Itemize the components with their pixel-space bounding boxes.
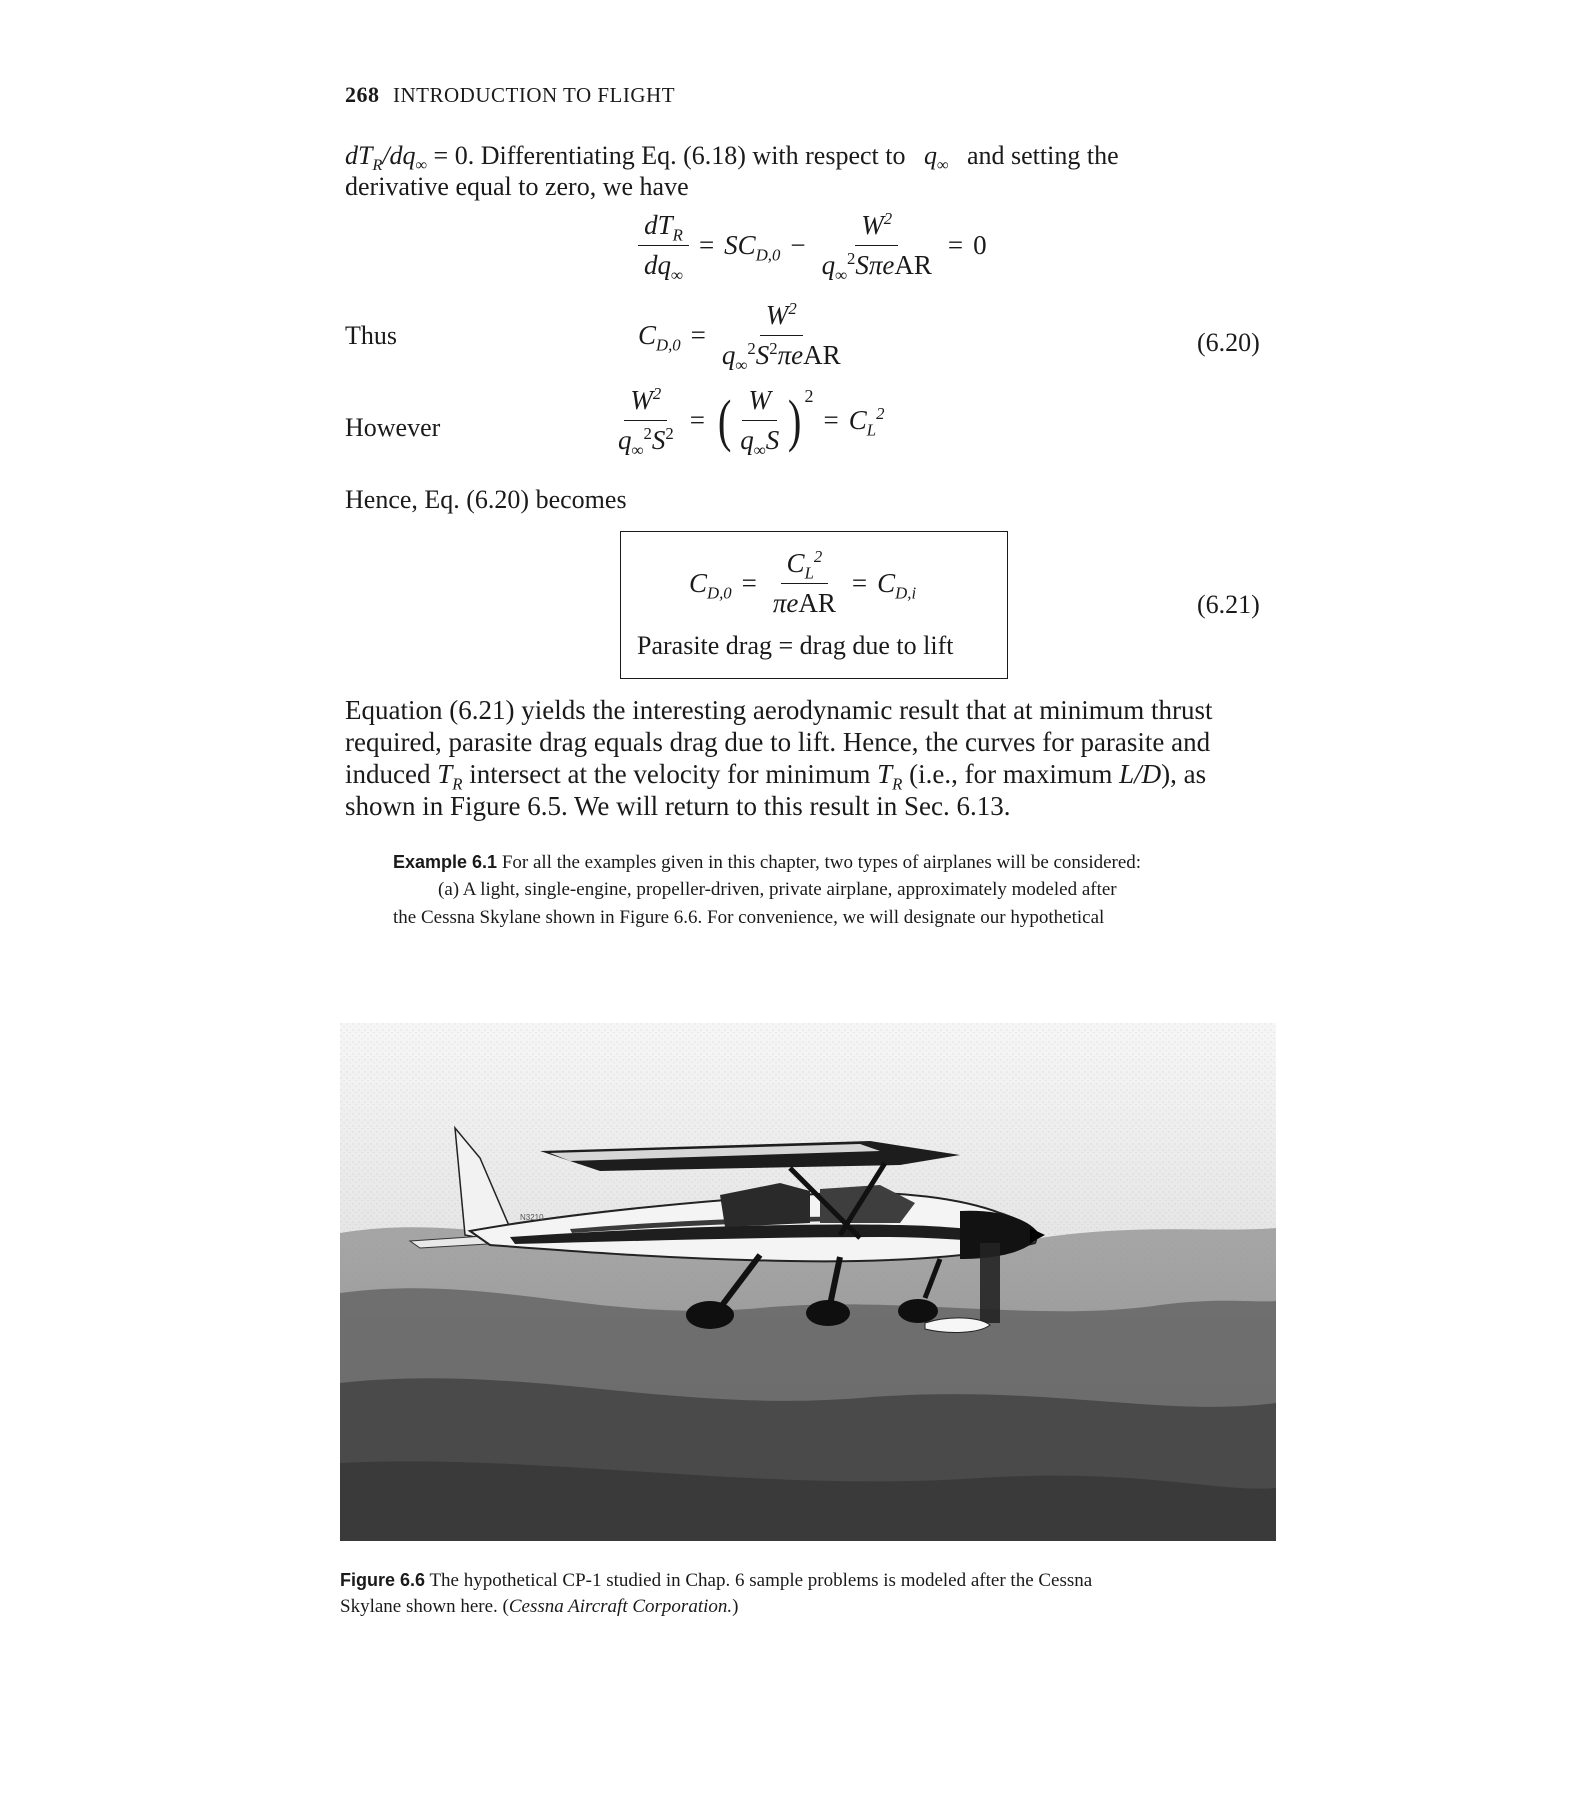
paragraph bbox=[345, 694, 1285, 822]
equation-however: $\frac{W^2}{q_\infty^2S^2}$ = ( $\frac{W}{q_\infty S}$ ) 2 = $C_L^2$ bbox=[612, 385, 884, 456]
intro-line-2: derivative equal to zero, we have bbox=[345, 172, 689, 201]
cd0-lhs-621: $C_{D,0}$ bbox=[689, 568, 732, 603]
equation-6-20: $C_{D,0}$ = $\frac{W^2}{q_\infty^2S^2\pi eAR}$ bbox=[638, 300, 847, 371]
example-label: Example 6.1 bbox=[393, 852, 498, 872]
figure-label: Figure 6.6 bbox=[340, 1570, 426, 1590]
intro-line-1: $dT_R/dq_\infty = 0$. Differentiating Eq. (6.18) with respect to $q_\infty$ and setting the bbox=[345, 141, 1119, 175]
figure-6-6-photo bbox=[340, 1023, 1276, 1541]
q-infinity-var: $q_\infty$ bbox=[924, 141, 949, 175]
cdi-rhs: $C_{D,i}$ bbox=[877, 568, 917, 603]
paragraph-line-2: required, parasite drag equals drag due to lift. Hence, the curves for parasite and bbox=[345, 727, 1211, 757]
cessna-skylane-photo bbox=[340, 1023, 1276, 1541]
intro-text-2: and setting the bbox=[966, 141, 1119, 170]
fraction-6-20: $\frac{W^2}{q_\infty^2S^2\pi eAR}$ bbox=[721, 299, 841, 375]
fraction-w-qs: $\frac{W}{q_\infty S}$ bbox=[740, 385, 780, 460]
tail-marking: N3210 bbox=[520, 1213, 544, 1222]
cl-squared: $C_L^2$ bbox=[848, 404, 885, 440]
equation-number-6-21: (6.21) bbox=[1197, 590, 1260, 619]
caption-line-2: Skylane shown here. (Cessna Aircraft Corporation.) bbox=[340, 1596, 739, 1617]
caption-line-1: Figure 6.6 The hypothetical CP-1 studied in Chap. 6 sample problems is modeled after the Cessna bbox=[340, 1570, 1093, 1591]
equation-derivative: $\frac{dT_R}{dq_\infty}$ = $SC_{D,0}$ − $\frac{W^2}{q_\infty^2S\pi eAR}$ = 0 bbox=[638, 210, 987, 281]
equation-number-6-20: (6.20) bbox=[1197, 328, 1260, 357]
paragraph-line-4: shown in Figure 6.5. We will return to this result in Sec. 6.13. bbox=[345, 791, 1011, 821]
cd0-lhs: $C_{D,0}$ bbox=[638, 320, 681, 355]
intro-text-1: Differentiating Eq. (6.18) with respect to bbox=[480, 141, 906, 170]
example-line-2: (a) A light, single-engine, propeller-driven, private airplane, approximately modeled after bbox=[438, 879, 1117, 900]
lead-math: $dT_R/dq_\infty$ bbox=[345, 141, 428, 175]
caption-credit: Cessna Aircraft Corporation. bbox=[508, 1596, 733, 1617]
fraction-cl2-pieAR: $\frac{C_L^2}{\text{πeAR}}$ bbox=[772, 547, 836, 618]
fraction-w2-q2s: $\frac{W^2}{q_\infty^2S\pi eAR}$ bbox=[821, 209, 932, 285]
label-however: However bbox=[345, 413, 441, 442]
paragraph-line-1: Equation (6.21) yields the interesting aerodynamic result that at minimum thrust bbox=[345, 695, 1213, 725]
book-title: INTRODUCTION TO FLIGHT bbox=[393, 83, 676, 107]
equation-6-21: $C_{D,0}$ = $\frac{C_L^2}{\text{πeAR}}$ = $C_{D,i}$ bbox=[689, 547, 917, 618]
fraction-dtr-dq: $\frac{dT_R}{dq_\infty}$ bbox=[638, 210, 689, 281]
paragraph-line-3: induced $T_R$ intersect at the velocity for minimum $T_R$ (i.e., for maximum L/D), as bbox=[345, 759, 1207, 794]
example-6-1 bbox=[393, 848, 1273, 877]
figure-caption bbox=[340, 1567, 1280, 1620]
label-thus: Thus bbox=[345, 321, 397, 350]
example-line-3: the Cessna Skylane shown in Figure 6.6. For convenience, we will designate our hypothetical bbox=[393, 907, 1105, 928]
running-head bbox=[345, 82, 675, 108]
hence-text: Hence, Eq. (6.20) becomes bbox=[345, 485, 627, 514]
example-line-1: Example 6.1 For all the examples given in this chapter, two types of airplanes will be considered: bbox=[393, 852, 1142, 873]
page-number: 268 bbox=[345, 82, 380, 107]
statement-parasite-drag: Parasite drag = drag due to lift bbox=[637, 631, 954, 660]
fraction-w2-q2s2: $\frac{W^2}{q_\infty^2S^2}$ bbox=[618, 384, 674, 460]
boxed-equation-6-21 bbox=[620, 531, 1008, 679]
term-scd0: $SC_{D,0}$ bbox=[724, 230, 781, 265]
